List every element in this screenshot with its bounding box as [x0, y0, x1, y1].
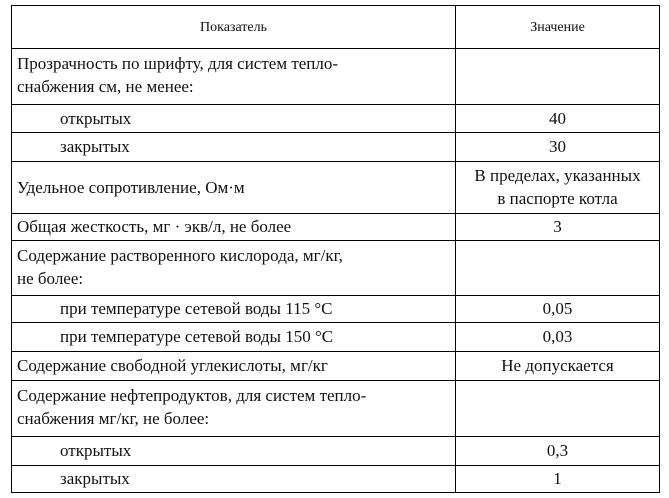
indicator-text: Содержание свободной углекислоты, мг/кг	[17, 356, 328, 375]
indicator-cell	[12, 437, 456, 466]
value-text: 3	[553, 217, 562, 236]
indicator-cell	[12, 296, 456, 323]
table-row	[12, 380, 659, 437]
value-text: Не допускается	[501, 356, 614, 375]
indicator-cell	[12, 323, 456, 352]
indicator-cell	[12, 466, 456, 493]
header-value-label: Значение	[530, 20, 585, 35]
header-cell-indicator	[12, 6, 456, 48]
table-row	[12, 104, 659, 133]
indicator-text: Прозрачность по шрифту, для систем тепло-	[17, 54, 339, 73]
value-cell	[456, 352, 659, 381]
value-text: 1	[553, 469, 562, 488]
indicator-text: открытых	[60, 109, 132, 128]
indicator-text: при температуре сетевой воды 115 °С	[60, 299, 333, 318]
value-text: 0,03	[542, 327, 573, 346]
table-row	[12, 132, 659, 162]
indicator-cell	[12, 241, 456, 296]
indicator-cell	[12, 214, 456, 241]
data-table	[11, 5, 660, 493]
indicator-text: Содержание нефтепродуктов, для систем тепло-	[17, 386, 367, 405]
value-text: 0,3	[546, 441, 569, 460]
indicator-text: не более:	[17, 269, 84, 288]
indicator-text: Общая жесткость, мг · экв/л, не более	[17, 217, 292, 236]
table-row	[12, 436, 659, 466]
indicator-text: закрытых	[60, 137, 130, 156]
table-row	[12, 213, 659, 241]
indicator-text: открытых	[60, 441, 132, 460]
indicator-cell	[12, 352, 456, 381]
value-cell	[456, 466, 659, 493]
table-row	[12, 48, 659, 105]
value-cell	[456, 49, 659, 105]
table-header-row	[12, 6, 659, 48]
value-cell	[456, 133, 659, 162]
value-cell	[456, 214, 659, 241]
indicator-text: снабжения мг/кг, не более:	[17, 409, 210, 428]
indicator-cell	[12, 49, 456, 105]
value-cell	[456, 296, 659, 323]
value-cell	[456, 323, 659, 352]
value-cell	[456, 437, 659, 466]
value-cell	[456, 162, 659, 214]
table-row	[12, 351, 659, 381]
table-row	[12, 240, 659, 296]
indicator-text: при температуре сетевой воды 150 °С	[60, 327, 334, 346]
value-text: 0,05	[542, 299, 573, 318]
indicator-text: Удельное сопротивление, Ом·м	[17, 178, 245, 197]
value-text: В пределах, указанных	[474, 166, 641, 185]
indicator-cell	[12, 162, 456, 214]
header-indicator-label: Показатель	[200, 20, 267, 35]
value-cell	[456, 105, 659, 133]
value-text: 40	[549, 109, 566, 128]
table-row	[12, 295, 659, 323]
value-cell	[456, 241, 659, 296]
value-text: в паспорте котла	[497, 189, 618, 208]
indicator-text: снабжения см, не менее:	[17, 77, 194, 96]
indicator-text: закрытых	[60, 469, 130, 488]
value-cell	[456, 381, 659, 437]
indicator-text: Содержание растворенного кислорода, мг/кг,	[17, 246, 343, 265]
table-row	[12, 322, 659, 352]
header-cell-value	[456, 6, 659, 48]
indicator-cell	[12, 133, 456, 162]
indicator-cell	[12, 105, 456, 133]
indicator-cell	[12, 381, 456, 437]
value-text: 30	[549, 137, 566, 156]
table-row	[12, 465, 659, 493]
table-row	[12, 161, 659, 214]
